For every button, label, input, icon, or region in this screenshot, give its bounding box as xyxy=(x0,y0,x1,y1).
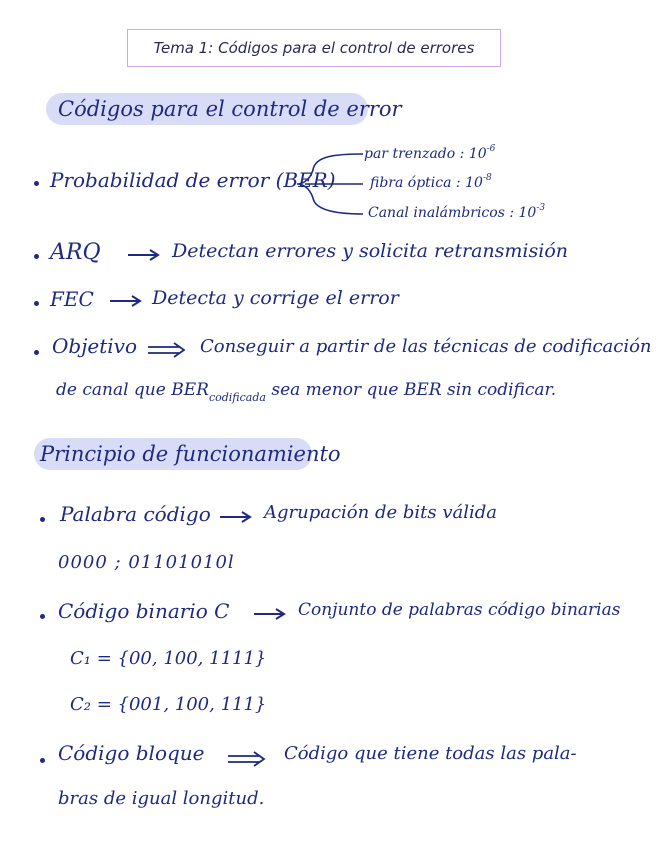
section-heading-principle: Principio de funcionamiento xyxy=(40,442,341,466)
ber-branch-twisted-pair: par trenzado : $10^{-6}$ xyxy=(364,144,496,162)
arq-term: ARQ xyxy=(50,240,101,265)
bullet xyxy=(34,181,39,186)
code-c1: C₁ = {00, 100, 1111} xyxy=(70,648,267,669)
right-arrow-icon xyxy=(126,248,162,262)
block-code-definition-line1: Código que tiene todas las pala- xyxy=(284,743,577,764)
code-c2: C₂ = {001, 100, 111} xyxy=(70,694,267,715)
ber-branch-fiber: fibra óptica : $10^{-8}$ xyxy=(370,173,492,191)
bullet xyxy=(34,301,39,306)
bullet xyxy=(40,758,45,763)
bullet xyxy=(34,254,39,259)
objective-definition-line2: de canal que $BER_{codificada}$ sea menor que BER sin codificar. xyxy=(56,380,557,404)
ber-brace xyxy=(295,146,365,218)
objective-definition-line1: Conseguir a partir de las técnicas de codificación xyxy=(200,336,652,357)
block-code-definition-line2: bras de igual longitud. xyxy=(58,788,265,809)
arq-definition: Detectan errores y solicita retransmisión xyxy=(172,240,568,262)
bullet xyxy=(34,350,39,355)
codeword-example: 0000 ; 01101010l xyxy=(58,552,235,573)
codeword-term: Palabra código xyxy=(60,502,211,526)
right-arrow-icon xyxy=(218,510,254,524)
block-code-term: Código bloque xyxy=(58,741,205,765)
objective-term: Objetivo xyxy=(52,334,138,358)
double-arrow-icon xyxy=(146,342,188,358)
ber-branch-wireless: Canal inalámbricos : $10^{-3}$ xyxy=(368,203,546,221)
binary-code-definition: Conjunto de palabras código binarias xyxy=(298,600,621,620)
right-arrow-icon xyxy=(108,294,144,308)
ber-label: Probabilidad de error (BER) xyxy=(50,168,336,192)
double-arrow-icon xyxy=(226,751,268,767)
codeword-definition: Agrupación de bits válida xyxy=(264,502,497,523)
page-title: Tema 1: Códigos para el control de errores xyxy=(127,29,501,67)
bullet xyxy=(40,517,45,522)
section-heading-error-control: Códigos para el control de error xyxy=(58,97,402,121)
fec-term: FEC xyxy=(50,287,94,311)
fec-definition: Detecta y corrige el error xyxy=(152,287,399,309)
binary-code-term: Código binario C xyxy=(58,599,230,623)
right-arrow-icon xyxy=(252,607,288,621)
bullet xyxy=(40,614,45,619)
